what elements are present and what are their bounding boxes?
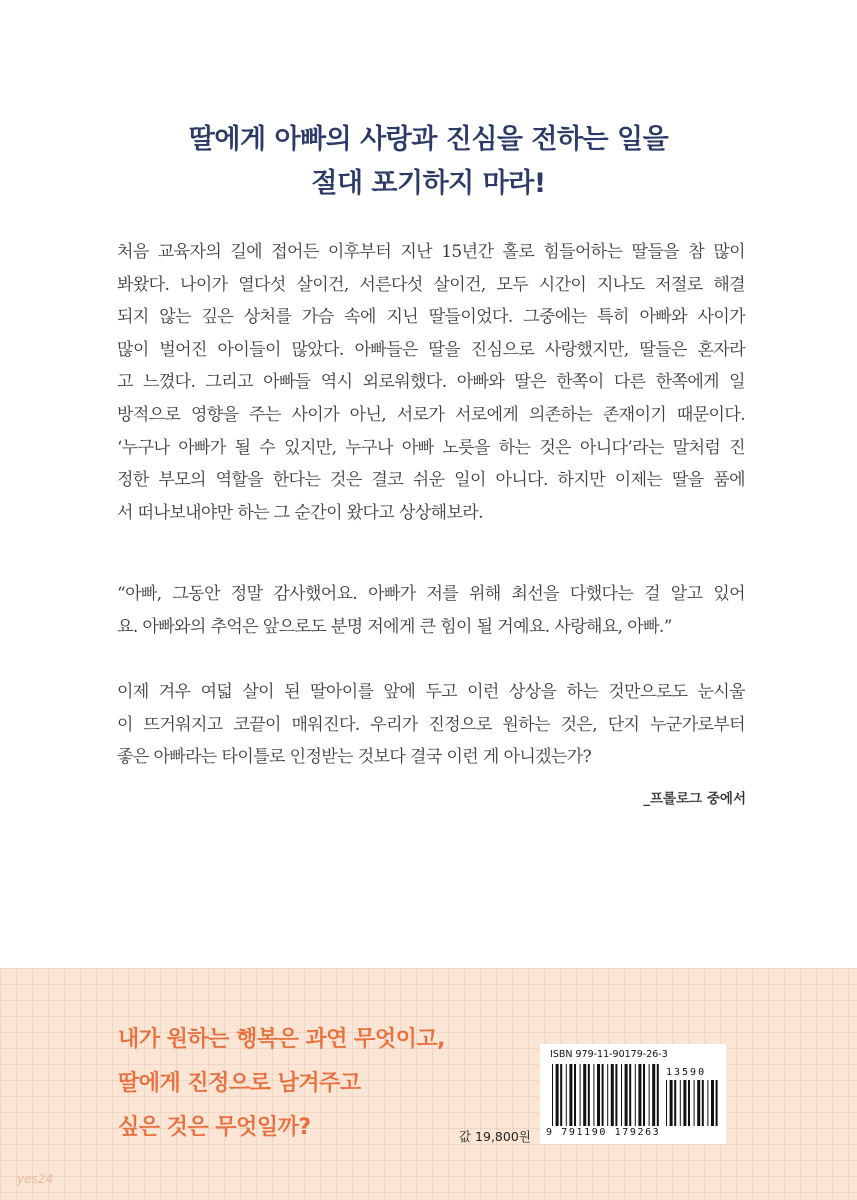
source-attribution: _프롤로그 중에서 xyxy=(643,791,746,807)
isbn-barcode xyxy=(540,1044,726,1144)
barcode-bar xyxy=(670,1080,673,1126)
text-line: 되지 않는 깊은 상처를 가슴 속에 지닌 딸들이었다. 그중에는 특히 아빠와 사이가 xyxy=(117,307,745,328)
barcode-bar xyxy=(625,1064,628,1126)
barcode-bar xyxy=(638,1064,641,1126)
barcode-bar xyxy=(694,1080,695,1126)
barcode-bar xyxy=(607,1064,608,1126)
barcode-bar xyxy=(711,1080,714,1126)
text-line: “아빠, 그동안 정말 감사했어요. 아빠가 저를 위해 최선을 다했다는 걸 알고 있어 xyxy=(117,584,745,604)
barcode-bar xyxy=(574,1064,576,1126)
barcode-bar xyxy=(707,1080,708,1126)
intro-paragraph xyxy=(117,236,745,529)
barcode-ean-digits: 9 791190 179263 xyxy=(546,1127,661,1138)
text-line: 처음 교육자의 길에 접어든 이후부터 지난 15년간 홀로 힘들어하는 딸들을 참 많이 xyxy=(117,242,745,262)
barcode-bar xyxy=(635,1064,636,1126)
text-line: 이제 겨우 여덟 살이 된 딸아이를 앞에 두고 이런 상상을 하는 것만으로도 눈시울 xyxy=(117,682,745,702)
barcode-bar xyxy=(556,1064,559,1126)
barcode-bar xyxy=(597,1064,600,1126)
barcode-bar xyxy=(602,1064,604,1126)
barcode-bar xyxy=(683,1080,686,1126)
barcode-bar xyxy=(716,1080,718,1126)
text-line: 고 느꼈다. 그리고 아빠들 역시 외로워했다. 아빠와 딸은 한쪽이 다른 한쪽에게 일 xyxy=(117,372,745,393)
barcode-bar xyxy=(580,1064,581,1126)
text-line: 봐왔다. 나이가 열다섯 살이건, 서른다섯 살이건, 모두 시간이 지나도 저절로 해결 xyxy=(117,274,745,295)
text-line: 정한 부모의 역할을 한다는 것은 결코 쉬운 일이 아니다. 하지만 이제는 딸을 품에 xyxy=(117,470,745,491)
closing-paragraph xyxy=(117,676,745,774)
barcode-bar xyxy=(629,1064,631,1126)
headline-line-1: 딸에게 아빠의 사랑과 진심을 전하는 일을 xyxy=(188,124,669,155)
quote-paragraph xyxy=(117,578,745,643)
headline xyxy=(0,118,857,206)
barcode-bar xyxy=(680,1080,681,1126)
barcode-addon-digits: 13590 xyxy=(666,1067,707,1078)
tagline-line-2: 딸에게 진정으로 남겨주고 xyxy=(118,1071,361,1096)
barcode-bar xyxy=(552,1064,553,1126)
watermark-logo: yes24 xyxy=(17,1172,54,1186)
text-line: 요. 아빠와의 추억은 앞으로도 분명 저에게 큰 힘이 될 거예요. 사랑해요, 아빠.” xyxy=(117,616,672,637)
headline-line-2: 절대 포기하지 마라! xyxy=(311,168,546,199)
barcode-bar xyxy=(611,1064,614,1126)
price-label: 값 19,800원 xyxy=(459,1129,531,1144)
barcode-bar xyxy=(621,1064,622,1126)
barcode-bar xyxy=(666,1080,667,1126)
barcode-bar xyxy=(649,1064,650,1126)
isbn-number: ISBN 979-11-90179-26-3 xyxy=(550,1049,668,1060)
text-line: 방적으로 영향을 주는 사이가 아닌, 서로가 서로에게 의존하는 존재이기 때문이다. xyxy=(117,404,745,425)
barcode-bar xyxy=(593,1064,594,1126)
text-line: 서 떠나보내야만 하는 그 순간이 왔다고 상상해보라. xyxy=(117,502,483,523)
text-line: 좋은 아빠라는 타이틀로 인정받는 것보다 결국 이런 게 아니겠는가? xyxy=(117,747,592,768)
barcode-bar xyxy=(688,1080,690,1126)
barcode-bar xyxy=(569,1064,572,1126)
barcode-bar xyxy=(702,1080,704,1126)
barcode-bar xyxy=(697,1080,700,1126)
text-line: 많이 벌어진 아이들이 많았다. 아빠들은 딸을 진심으로 사랑했지만, 딸들은 혼자라 xyxy=(117,339,745,360)
barcode-bar xyxy=(560,1064,562,1126)
barcode-bar xyxy=(652,1064,655,1126)
barcode-bar xyxy=(588,1064,590,1126)
barcode-bar xyxy=(566,1064,567,1126)
barcode-bar xyxy=(643,1064,645,1126)
text-line: ‘누구나 아빠가 될 수 있지만, 누구나 아빠 노릇을 하는 것은 아니다’라는 말처럼 진 xyxy=(117,437,745,458)
barcode-bar xyxy=(615,1064,617,1126)
tagline xyxy=(118,1018,445,1150)
barcode-bar xyxy=(583,1064,586,1126)
barcode-bar xyxy=(674,1080,676,1126)
barcode-bar xyxy=(657,1064,659,1126)
text-line: 이 뜨거워지고 코끝이 매워진다. 우리가 진정으로 원하는 것은, 단지 누군가로부터 xyxy=(117,714,745,735)
tagline-line-3: 싶은 것은 무엇일까? xyxy=(118,1115,311,1140)
tagline-line-1: 내가 원하는 행복은 과연 무엇이고, xyxy=(118,1027,446,1052)
